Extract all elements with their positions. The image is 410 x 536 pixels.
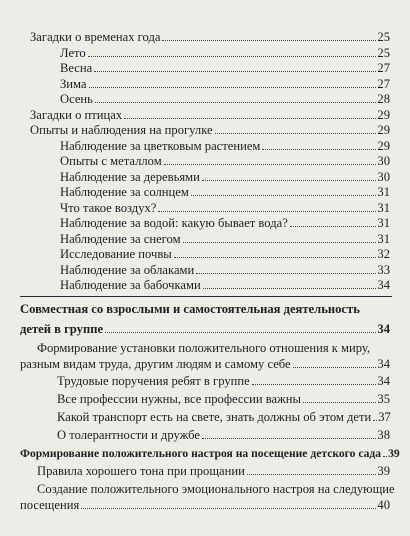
- toc-entry-page: 29: [377, 107, 390, 122]
- toc-entry-title: Зима: [60, 76, 87, 91]
- toc-entry-page: 34: [377, 278, 390, 292]
- toc-entry-page: 31: [377, 185, 390, 199]
- toc-entry-title: Наблюдение за солнцем: [60, 185, 189, 199]
- toc-entry-title-line1: Формирование установки положительного отношения к миру,: [37, 341, 371, 355]
- toc-entry-page: 34: [377, 356, 390, 371]
- toc-entry-title: Загадки о временах года: [30, 30, 161, 44]
- toc-entry-title: Какой транспорт есть на свете, знать должны об этом дети: [57, 410, 372, 424]
- toc-entry-page: 31: [377, 200, 390, 215]
- toc-entry-page: 25: [377, 45, 390, 60]
- toc-entry-title: Наблюдение за бабочками: [60, 278, 201, 292]
- toc-entry-title: Загадки о птицах: [30, 107, 123, 122]
- toc-entry-page: 29: [377, 123, 390, 137]
- toc-entry-title: Наблюдение за облаками: [60, 262, 195, 277]
- toc-entry-title: Все профессии нужны, все профессии важны: [57, 392, 301, 406]
- toc-entry-page: 31: [377, 216, 390, 230]
- toc-entry-title: Наблюдение за цветковым растением: [60, 138, 261, 153]
- toc-entry-page: 31: [377, 231, 390, 246]
- toc-entry-page: 30: [377, 154, 390, 168]
- toc-entry-page: 34: [377, 374, 390, 388]
- toc-entry-page: 25: [377, 30, 390, 44]
- toc-entry-title: Правила хорошего тона при прощании: [37, 464, 245, 478]
- toc-entry-title: Опыты и наблюдения на прогулке: [30, 123, 213, 137]
- toc-entry-page: 38: [377, 428, 390, 442]
- toc-entry-page: 40: [377, 497, 390, 512]
- toc-entry-page: 27: [377, 61, 390, 75]
- toc-entry-title: Опыты с металлом: [60, 154, 162, 168]
- toc-entry-title: Наблюдение за водой: какую бывает вода?: [60, 216, 288, 230]
- toc-entry-title: Трудовые поручения ребят в группе: [57, 374, 250, 388]
- toc-entry-title: Весна: [60, 61, 93, 75]
- toc-entry-page: 37: [378, 410, 391, 424]
- toc-entry-title: Формирование положительного настроя на посещение детского сада: [20, 447, 382, 460]
- toc-entry-title-line2: разным видам труда, другим людям и самому себе: [20, 356, 291, 371]
- toc-entry-page: 34: [377, 322, 390, 336]
- toc-entry-title-line2: детей в группе: [20, 322, 104, 336]
- toc-entry-page: 29: [377, 138, 390, 153]
- toc-entry-page: 30: [377, 169, 390, 184]
- toc-entry-page: 28: [377, 92, 390, 106]
- toc-entry-page: 39: [377, 464, 390, 478]
- section-divider: [20, 296, 392, 297]
- toc-entry-page: 35: [377, 392, 390, 406]
- toc-entry-page: 27: [377, 76, 390, 91]
- toc-entry-title: Что такое воздух?: [60, 200, 157, 215]
- toc-entry-title-line1: Создание положительного эмоционального настроя на следующие: [37, 482, 395, 496]
- toc-entry-page: 33: [377, 262, 390, 277]
- toc-entry-page: 39: [388, 447, 400, 460]
- toc-entry-title: О толерантности и дружбе: [57, 428, 200, 442]
- toc-entry-page: 32: [377, 247, 390, 261]
- toc-entry-title: Лето: [60, 45, 86, 60]
- toc-entry-title-line2: посещения: [20, 497, 80, 512]
- toc-entry-title-line1: Совместная со взрослыми и самостоятельная деятельность: [20, 302, 360, 316]
- toc-entry-title: Исследование почвы: [60, 247, 172, 261]
- toc-entry-title: Наблюдение за деревьями: [60, 169, 200, 184]
- toc-entry-title: Осень: [60, 92, 93, 106]
- toc-entry-title: Наблюдение за снегом: [60, 231, 181, 246]
